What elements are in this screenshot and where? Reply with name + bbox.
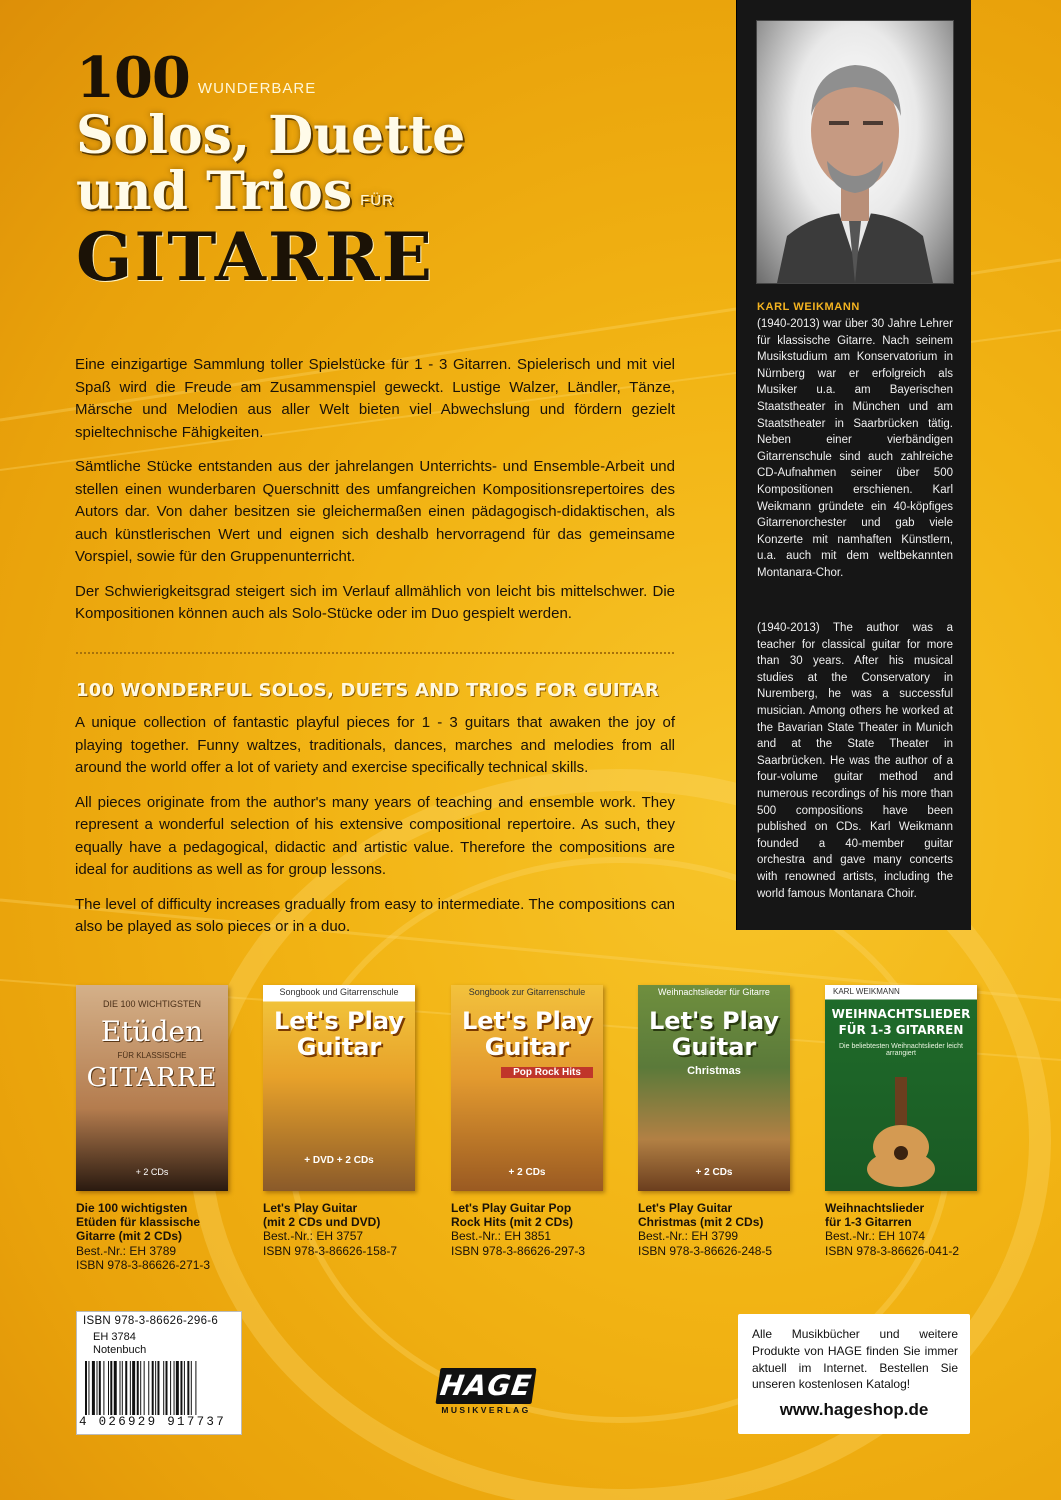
- barcode-bar: [191, 1361, 192, 1415]
- german-description: [75, 354, 675, 638]
- cover-tag: Pop Rock Hits: [501, 1067, 593, 1078]
- barcode-bar: [132, 1361, 135, 1415]
- book-order-number: Best.-Nr.: EH 3799: [638, 1229, 739, 1244]
- title-line-4: GITARRE: [76, 218, 434, 296]
- cover-sub: Guitar: [671, 1033, 757, 1061]
- cover-top: Weihnachtslieder für Gitarre: [658, 987, 770, 997]
- cover-top: KARL WEIKMANN: [833, 987, 900, 996]
- cover-main: Let's Play: [274, 1007, 404, 1035]
- barcode-bar: [174, 1361, 175, 1415]
- barcode-bar: [114, 1361, 117, 1415]
- author-bio-german: (1940-2013) war über 30 Jahre Lehrer für klassische Gitarre. Nach seinem Musikstudium am Konservatorium in Nürnberg war er erfolgreich als Musiker u.a. am Bayerischen Staatstheater in München und am Staatstheater in Saarbrücken tätig. Neben einer vierbändigen Gitarrenschule sind auch zahlreiche CD-Aufnahmen seiner über 500 Kompositionen erschienen. Karl Weikmann gründete ein 40-köpfiges Gitarrenorchester und gab viele Konzerte mit namhaften Künstlern, u.a. auch mit dem weltbekannten Montanara-Chor.: [757, 318, 953, 579]
- barcode-digits: 4 026929 917737: [79, 1415, 227, 1429]
- barcode-bar: [155, 1361, 156, 1415]
- barcode-bar: [195, 1361, 196, 1415]
- title-small-wunderbare: WUNDERBARE: [197, 80, 317, 97]
- barcode-bar: [170, 1361, 171, 1415]
- book-caption: [451, 1201, 603, 1258]
- book-caption: [825, 1201, 977, 1258]
- barcode-bar: [166, 1361, 168, 1415]
- title-line-3: [76, 161, 716, 222]
- book-item[interactable]: [76, 985, 228, 1272]
- barcode-bar: [187, 1361, 189, 1415]
- author-bio-english: (1940-2013) The author was a teacher for classical guitar for more than 30 years. After his musical studies at the Conservatory in Nuremberg, he was a successful musician. Among others he worked at the Bavarian State Theater in Munich and at the State Theater in Saarbrücken. He was the author of a four-volume guitar method and numerous recordings of his more than 500 compositions have been published on CDs. Karl Weikmann founded a 40-member guitar orchestra and gave many concerts with renowned artists, including the world famous Montanara Choir.: [757, 622, 953, 900]
- barcode-bar: [120, 1361, 121, 1415]
- barcode-bar: [184, 1361, 185, 1415]
- barcode-bar: [140, 1361, 141, 1415]
- barcode-label: [76, 1311, 242, 1435]
- barcode-bar: [163, 1361, 164, 1415]
- barcode-bar: [122, 1361, 123, 1415]
- barcode-bar: [144, 1361, 145, 1415]
- title-trios: und Trios: [76, 161, 353, 222]
- book-order-number: Best.-Nr.: EH 3789: [76, 1243, 177, 1258]
- book-title: Let's Play Guitar Pop Rock Hits (mit 2 CDs): [451, 1201, 574, 1230]
- german-paragraph: Sämtliche Stücke entstanden aus der jahrelangen Unterrichts- und Ensemble-Arbeit und stellen einen wunderbaren Querschnitt des umfangreichen Kompositionsrepertoires des Autors dar. Von daher besitzen sie gleichermaßen einen pädagogisch-didaktischen, als auch künstlerischen Wert und eignen sich deshalb hervorragend für das gemeinsame Vorspiel, sowie für den Gruppenunterricht.: [75, 458, 675, 565]
- cover-main: Let's Play: [462, 1007, 592, 1035]
- barcode-bar: [108, 1361, 109, 1415]
- book-cover[interactable]: [76, 985, 228, 1191]
- barcode-bar: [85, 1361, 87, 1415]
- barcode-bar: [92, 1361, 95, 1415]
- barcode-bar: [110, 1361, 112, 1415]
- cover-big: GITARRE: [86, 1063, 218, 1093]
- author-name: KARL WEIKMANN: [757, 301, 860, 313]
- book-title: Weihnachtslieder für 1-3 Gitarren: [825, 1201, 925, 1230]
- book-item[interactable]: [263, 985, 415, 1258]
- barcode-bar: [176, 1361, 179, 1415]
- book-item[interactable]: [825, 985, 977, 1258]
- book-isbn: ISBN 978-3-86626-271-3: [76, 1257, 211, 1272]
- barcode-bar: [152, 1361, 154, 1415]
- english-description: [75, 712, 675, 951]
- shop-url-link[interactable]: www.hageshop.de: [779, 1400, 929, 1419]
- english-paragraph: The level of difficulty increases gradually from easy to intermediate. The compositions can also be played as solo pieces or in a duo.: [75, 895, 675, 935]
- title-small-fuer: FÜR: [360, 192, 394, 209]
- hage-logo: [438, 1368, 534, 1420]
- book-caption: [638, 1201, 790, 1258]
- title-line-2: Solos, Duette: [76, 105, 466, 166]
- cover-badge: + 2 CDs: [135, 1167, 169, 1177]
- hage-logo-word: HAGE: [435, 1368, 536, 1404]
- cover-sub: Guitar: [296, 1033, 382, 1061]
- book-title: Let's Play Guitar Christmas (mit 2 CDs): [638, 1201, 764, 1230]
- book-title: [76, 45, 716, 296]
- barcode-bar: [88, 1361, 89, 1415]
- barcode-bar: [97, 1361, 98, 1415]
- book-isbn: ISBN 978-3-86626-297-3: [451, 1243, 586, 1258]
- book-caption: [263, 1201, 415, 1258]
- cover-badge: + 2 CDs: [508, 1167, 546, 1178]
- barcode-order-number: EH 3784: [93, 1331, 136, 1343]
- author-panel: [736, 0, 971, 930]
- barcode-bar: [148, 1361, 149, 1415]
- cover-top: DIE 100 WICHTIGSTEN: [102, 999, 201, 1009]
- author-portrait-illustration: [757, 21, 953, 283]
- book-order-number: Best.-Nr.: EH 1074: [825, 1229, 926, 1244]
- book-cover[interactable]: [825, 985, 977, 1191]
- shop-text: Alle Musikbücher und weitere Produkte von HAGE finden Sie immer aktuell im Internet. Bestellen Sie unseren kostenlosen Katalog!: [752, 1327, 958, 1392]
- title-line-1: [76, 45, 716, 111]
- barcode-isbn: ISBN 978-3-86626-296-6: [83, 1315, 219, 1327]
- cover-tag: Die beliebtesten Weihnachtslieder leicht arrangiert: [839, 1043, 963, 1057]
- cover-badge: + 2 CDs: [695, 1167, 733, 1178]
- cover-sub: FÜR 1-3 GITARREN: [838, 1023, 964, 1037]
- shop-info-box: [738, 1314, 970, 1434]
- english-paragraph: All pieces originate from the author's many years of teaching and ensemble work. They represent a wonderful selection of his extensive compositional repertoire. As such, they equally have a pedagogical, didactic and artistic value. Therefore the compositions are ideal for auditions as well as for group lessons.: [75, 793, 675, 878]
- book-caption: [76, 1201, 228, 1272]
- cover-sub: FÜR KLASSISCHE: [117, 1051, 187, 1060]
- book-order-number: Best.-Nr.: EH 3757: [263, 1229, 364, 1244]
- german-paragraph: Der Schwierigkeitsgrad steigert sich im Verlauf allmählich von leicht bis mittelschwer. Die Kompositionen können auch als Solo-Stücke oder im Duo gespielt werden.: [75, 582, 675, 622]
- barcode-bar: [99, 1361, 101, 1415]
- book-isbn: ISBN 978-3-86626-248-5: [638, 1243, 773, 1258]
- author-photo: [756, 20, 954, 284]
- barcode-product-type: Notenbuch: [93, 1344, 147, 1356]
- hage-logo-sub: MUSIKVERLAG: [441, 1405, 531, 1415]
- barcode-icon: [83, 1361, 235, 1417]
- barcode-bar: [157, 1361, 159, 1415]
- barcode-bar: [137, 1361, 139, 1415]
- barcode-bar: [180, 1361, 182, 1415]
- barcode-bar: [103, 1361, 104, 1415]
- dotted-divider: [76, 652, 674, 654]
- guitar-icon: [855, 1077, 947, 1187]
- book-cover[interactable]: [263, 985, 415, 1191]
- book-order-number: Best.-Nr.: EH 3851: [451, 1229, 552, 1244]
- cover-tag: Christmas: [687, 1065, 741, 1077]
- book-title: Die 100 wichtigsten Etüden für klassische Gitarre (mit 2 CDs): [76, 1201, 201, 1244]
- cover-main: WEIHNACHTSLIEDER: [831, 1007, 971, 1021]
- book-item[interactable]: [451, 985, 603, 1258]
- book-cover[interactable]: [451, 985, 603, 1191]
- book-cover[interactable]: [638, 985, 790, 1191]
- cover-badge: + DVD + 2 CDs: [304, 1155, 374, 1166]
- barcode-bar: [125, 1361, 127, 1415]
- cover-main: Etüden: [100, 1015, 204, 1048]
- title-number: 100: [76, 45, 190, 111]
- barcode-bar: [130, 1361, 131, 1415]
- cover-main: Let's Play: [649, 1007, 779, 1035]
- book-title: Let's Play Guitar (mit 2 CDs und DVD): [263, 1201, 381, 1230]
- german-paragraph: Eine einzigartige Sammlung toller Spielstücke für 1 - 3 Gitarren. Spielerisch und mit viel Spaß wird die Freude am Zusammenspiel geweckt. Lustige Walzer, Ländler, Tänze, Märsche und Melodien aus aller Welt bieten viel Abwechslung und fördern gezielt spieltechnische Fähigkeiten.: [75, 356, 675, 441]
- cover-sub: Guitar: [484, 1033, 570, 1061]
- book-isbn: ISBN 978-3-86626-158-7: [263, 1243, 398, 1258]
- english-paragraph: A unique collection of fantastic playful pieces for 1 - 3 guitars that awaken the joy of playing together. Funny waltzes, traditionals, dances, marches and melodies from all around the world offer a lot of variety and exercise specifically technical skills.: [75, 714, 675, 776]
- cover-top: Songbook und Gitarrenschule: [279, 987, 399, 997]
- english-heading: 100 WONDERFUL SOLOS, DUETS AND TRIOS FOR GUITAR: [76, 680, 660, 701]
- book-isbn: ISBN 978-3-86626-041-2: [825, 1243, 960, 1258]
- book-item[interactable]: [638, 985, 790, 1258]
- cover-top: Songbook zur Gitarrenschule: [468, 987, 586, 997]
